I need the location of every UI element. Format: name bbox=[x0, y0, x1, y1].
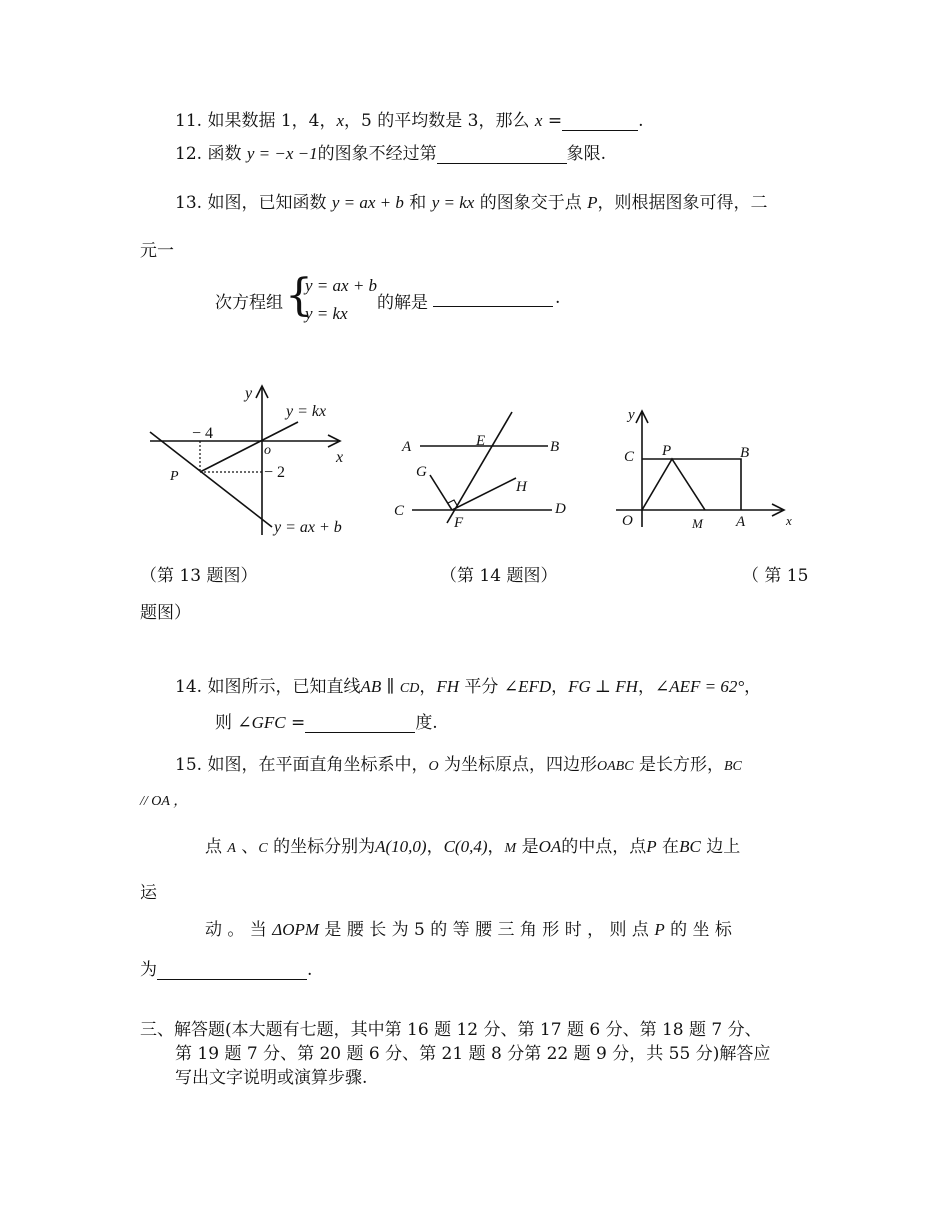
fig13-label-p: P bbox=[170, 469, 179, 484]
q11-prefix: 11. 如果数据 1，4， bbox=[175, 111, 337, 131]
question-15-line2: // OA ， bbox=[140, 794, 188, 809]
q14-text-then: 则 bbox=[215, 713, 238, 733]
q14-text-b: ， bbox=[419, 677, 437, 697]
q12-answer-blank[interactable] bbox=[437, 145, 567, 164]
question-15-line3 bbox=[205, 832, 740, 857]
fig13-label-kx: y = kx bbox=[286, 403, 327, 420]
q15-text-iso: 是 腰 长 为 5 的 等 腰 三 角 形 时 ， 则 点 bbox=[319, 920, 655, 940]
caption-fig15-a: （ 第 15 bbox=[742, 566, 809, 586]
q11-answer-blank[interactable] bbox=[562, 112, 638, 131]
q15-comma1: ， bbox=[426, 837, 444, 857]
q15-c04: C(0,4) bbox=[443, 837, 488, 856]
q14-answer-blank[interactable] bbox=[305, 714, 415, 733]
section-3-line2: 第 19 题 7 分、第 20 题 6 分、第 21 题 8 分第 22 题 9 分，共 55 分)解答应 bbox=[175, 1044, 771, 1064]
fig13-label-neg2: − 2 bbox=[264, 464, 286, 481]
q15-opm: ΔOPM bbox=[272, 920, 320, 939]
question-15-line4: 运 bbox=[140, 883, 157, 903]
fig13-label-x: x bbox=[336, 449, 344, 466]
fig14-line-fh bbox=[452, 478, 516, 510]
q11-mid: ，5 的平均数是 3，那么 bbox=[344, 111, 535, 131]
q15-text-is: 是 bbox=[516, 837, 539, 857]
q11-x2: x bbox=[534, 111, 543, 130]
q15-bc2: BC bbox=[679, 837, 701, 856]
q14-text-c: 平分 bbox=[459, 677, 504, 697]
q14-text-d: ， bbox=[551, 677, 569, 697]
q15-a10: A(10,0) bbox=[375, 837, 427, 856]
question-15-line5 bbox=[205, 915, 732, 940]
q13-text-d: ，则根据图象可得，二 bbox=[597, 193, 768, 213]
fig15-label-c: C bbox=[624, 449, 635, 465]
q14-efd: ∠EFD bbox=[503, 677, 552, 696]
q15-text-sep: 、 bbox=[235, 837, 259, 857]
fig15-label-a: A bbox=[736, 514, 746, 530]
question-14-line2 bbox=[215, 708, 438, 733]
q11-x: x bbox=[336, 111, 345, 130]
q15-m: M bbox=[504, 841, 517, 856]
fig15-label-o: O bbox=[622, 513, 633, 529]
q14-eq: = bbox=[285, 713, 306, 733]
q13-brace: { bbox=[285, 270, 313, 321]
fig15-label-x: x bbox=[786, 513, 792, 528]
q14-fh: FH bbox=[436, 677, 460, 696]
q14-unit: 度. bbox=[415, 713, 438, 733]
q14-text-f: ， bbox=[744, 677, 762, 697]
fig13-label-o: o bbox=[264, 443, 271, 458]
q15-oabc: OABC bbox=[596, 759, 634, 774]
caption-fig15-b: 题图） bbox=[140, 603, 191, 623]
fig14-label-b: B bbox=[550, 439, 560, 455]
fig14-label-c: C bbox=[394, 503, 405, 519]
q15-text-a: 15. 如图，在平面直角坐标系中， bbox=[175, 755, 429, 775]
fig13-label-neg4: − 4 bbox=[192, 425, 214, 442]
fig15-label-b: B bbox=[740, 445, 750, 461]
fig14-label-a: A bbox=[402, 439, 412, 455]
q15-oa: OA bbox=[538, 837, 562, 856]
q14-ab: AB bbox=[360, 677, 382, 696]
q14-text-a: 14. 如图所示，已知直线 bbox=[175, 677, 361, 697]
q13-end: . bbox=[555, 288, 561, 308]
fig15-triangle-opm bbox=[642, 459, 705, 510]
q15-text-coord: 的 坐 标 bbox=[664, 920, 732, 940]
q15-p: P bbox=[646, 837, 657, 856]
fig13-line-axb bbox=[150, 432, 272, 527]
q13-answer-blank[interactable] bbox=[433, 288, 553, 307]
fig15-label-m: M bbox=[692, 516, 703, 531]
q15-answer-blank[interactable] bbox=[157, 961, 307, 980]
q13-system-label: 次方程组 bbox=[215, 293, 283, 313]
q12-mid: 的图象不经过第 bbox=[317, 144, 437, 164]
q15-bc: BC bbox=[723, 759, 742, 774]
q15-text-on: 在 bbox=[656, 837, 680, 857]
q13-text-c: 的图象交于点 bbox=[474, 193, 588, 213]
fig14-line-fg bbox=[430, 475, 452, 510]
q12-prefix: 12. 函数 bbox=[175, 144, 247, 164]
question-12 bbox=[175, 139, 606, 164]
fig14-label-g: G bbox=[416, 464, 427, 480]
q14-cd: CD bbox=[399, 681, 420, 696]
fig14-label-e: E bbox=[476, 433, 486, 449]
fig14-label-h: H bbox=[516, 479, 527, 495]
q15-p2: P bbox=[654, 920, 665, 939]
q15-text-b: 为坐标原点，四边形 bbox=[438, 755, 597, 775]
figure-14 bbox=[390, 405, 580, 530]
fig15-label-y: y bbox=[628, 407, 635, 423]
q15-comma2: ， bbox=[487, 837, 505, 857]
question-15-line1 bbox=[175, 750, 742, 775]
q15-c: C bbox=[258, 841, 268, 856]
q13-formula-2: y = kx bbox=[431, 193, 475, 212]
fig14-line-ef bbox=[447, 412, 512, 523]
q14-aef: ∠AEF = 62° bbox=[654, 677, 745, 696]
question-13-line2: 元一 bbox=[140, 241, 174, 261]
q11-end: . bbox=[638, 111, 644, 131]
figure-15 bbox=[610, 405, 800, 535]
section-3-line3: 写出文字说明或演算步骤. bbox=[175, 1068, 368, 1088]
question-11 bbox=[175, 106, 643, 131]
q11-eq: = bbox=[542, 111, 563, 131]
q15-text-move: 动 。 当 bbox=[205, 920, 273, 940]
q15-text-mid: 的中点，点 bbox=[561, 837, 647, 857]
caption-fig14: （第 14 题图） bbox=[440, 566, 558, 586]
q13-solution-label: 的解是 bbox=[377, 293, 428, 313]
fig14-label-f: F bbox=[454, 515, 464, 530]
figure-13 bbox=[140, 380, 360, 540]
q15-a: A bbox=[227, 841, 236, 856]
fig13-label-y: y bbox=[245, 385, 253, 402]
q13-system-eq1: y = ax + b bbox=[305, 276, 378, 295]
q14-perp: FG ⊥ FH bbox=[568, 677, 638, 696]
q13-system-eq2: y = kx bbox=[305, 304, 348, 323]
q15-text-coords: 的坐标分别为 bbox=[267, 837, 376, 857]
q13-point-p: P bbox=[587, 193, 598, 212]
fig15-label-p: P bbox=[662, 443, 672, 459]
q15-text-as: 为 bbox=[140, 960, 157, 980]
q13-text-a: 13. 如图，已知函数 bbox=[175, 193, 332, 213]
q12-formula: y = −x −1 bbox=[246, 144, 318, 163]
q13-text-b: 和 bbox=[403, 193, 432, 213]
fig14-label-d: D bbox=[555, 501, 566, 517]
q15-end: . bbox=[307, 960, 313, 980]
question-15-line6 bbox=[140, 955, 312, 980]
q14-parallel: ∥ bbox=[381, 677, 400, 697]
section-3-line1: 三、解答题(本大题有七题，其中第 16 题 12 分、第 17 题 6 分、第 18 题 7 分、 bbox=[140, 1020, 762, 1040]
q15-text-c: 是长方形， bbox=[633, 755, 724, 775]
q13-formula-1: y = ax + b bbox=[331, 193, 404, 212]
q15-o: O bbox=[428, 759, 439, 774]
q12-end: 象限. bbox=[566, 144, 607, 164]
q15-text-point: 点 bbox=[205, 837, 228, 857]
fig13-label-axb: y = ax + b bbox=[274, 519, 342, 536]
q15-text-side: 边上 bbox=[700, 837, 741, 857]
q14-gfc: ∠GFC bbox=[237, 713, 286, 732]
caption-fig13: （第 13 题图） bbox=[140, 566, 258, 586]
question-13-line1 bbox=[175, 188, 768, 213]
question-14-line1 bbox=[175, 672, 761, 697]
q14-text-e: ， bbox=[637, 677, 655, 697]
